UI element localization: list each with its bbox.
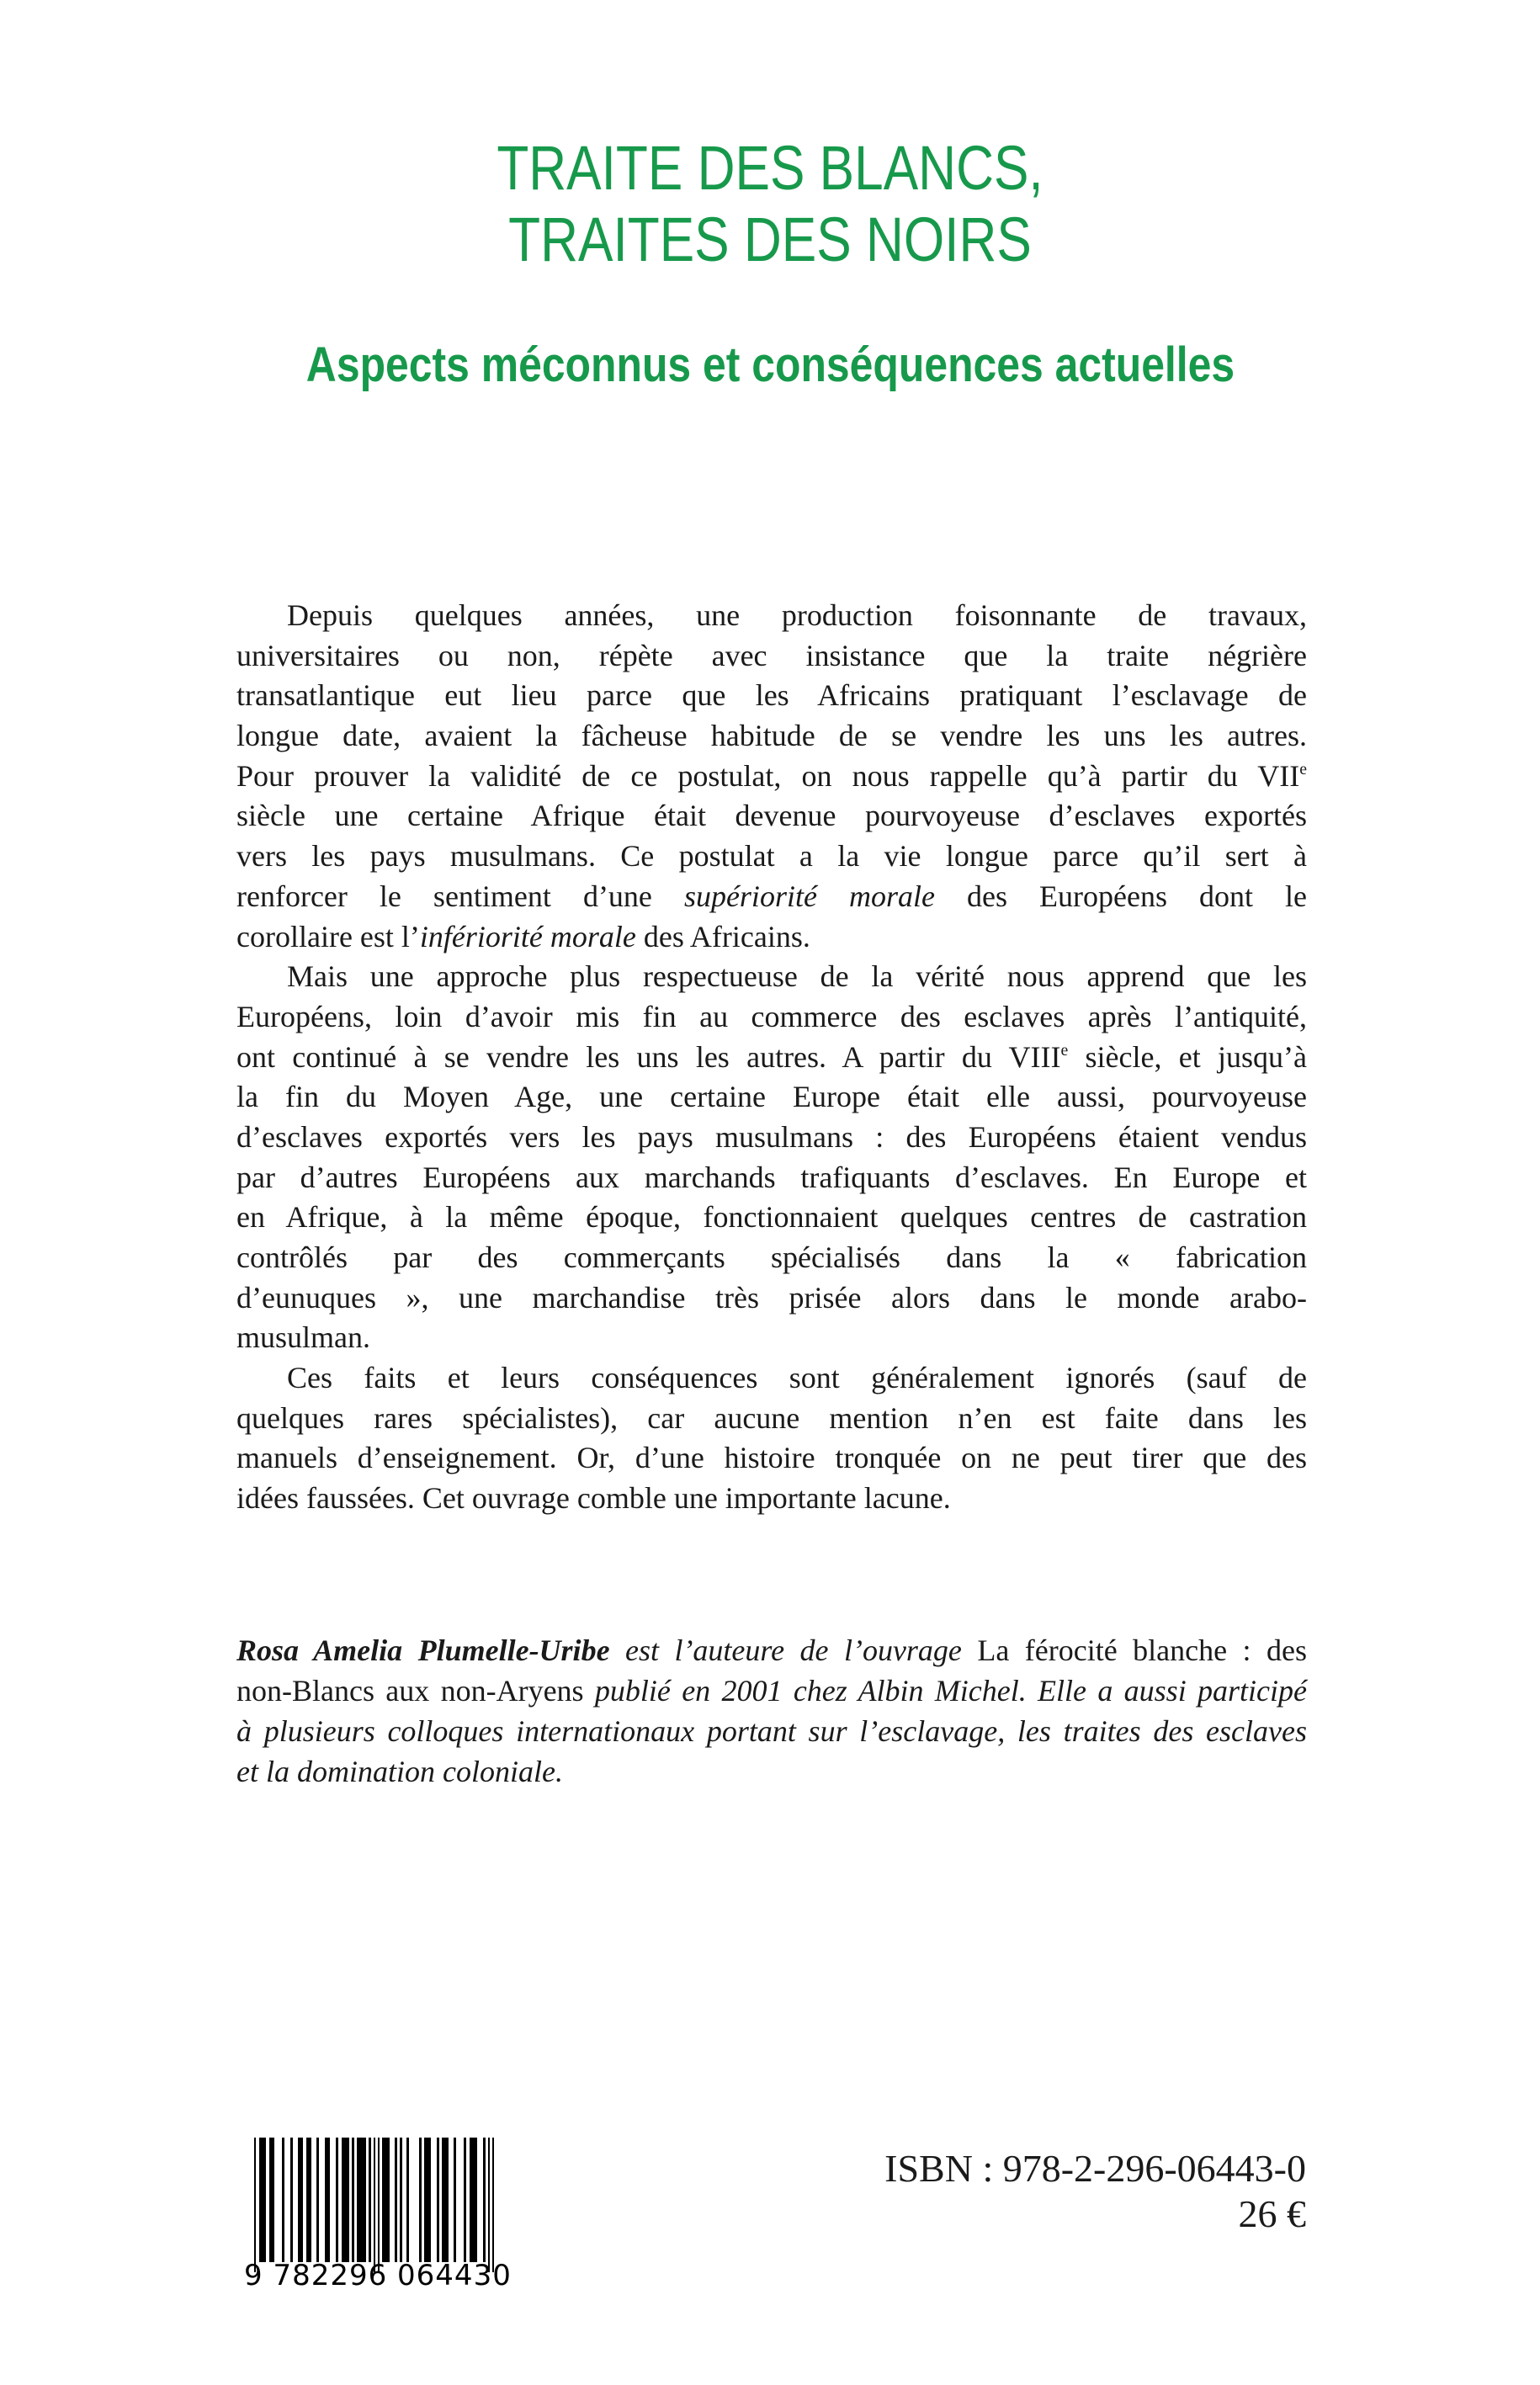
text-line [236,1711,1307,1751]
blurb-paragraph-2 [236,957,1307,1358]
text-segment: Ces faits et leurs conséquences sont généralement ignorés (sauf de [287,1361,1307,1395]
blurb-text [236,596,1307,1519]
text-segment: des Africains. [635,919,810,953]
barcode-bar [259,2138,266,2262]
barcode-bar [492,2138,494,2272]
title-line-2: TRAITES DES NOIRS [508,205,1032,274]
text-line [236,1751,1307,1792]
superscript: e [1299,759,1307,778]
text-segment: contrôlés par des commerçants spécialisés dans la « fabrication [236,1240,1307,1274]
text-segment: Européens, loin d’avoir mis fin au commerce des esclaves après l’antiquité, [236,999,1307,1033]
barcode-bars [250,2138,494,2272]
barcode-space [330,2138,336,2262]
text-segment: corollaire est l’ [236,919,420,953]
text-line [236,716,1307,757]
text-line [236,676,1307,716]
text-segment: vers les pays musulmans. Ce postulat a la vie longue parce qu’il sert à [236,839,1307,874]
text-segment: la fin du Moyen Age, une certaine Europe était elle aussi, pourvoyeuse [236,1080,1307,1114]
isbn-number: ISBN : 978-2-296-06443-0 [884,2147,1306,2190]
text-line [236,1077,1307,1118]
text-line [236,917,1307,958]
italic-text: supériorité morale [683,879,935,913]
text-line [236,1118,1307,1158]
barcode-bar [442,2138,449,2262]
text-segment: universitaires ou non, répète avec insistance que la traite négrière [236,638,1307,672]
book-title [0,132,1540,275]
subtitle-text: Aspects méconnus et conséquences actuelles [305,337,1235,392]
text-segment: des Européens dont le [934,879,1307,913]
barcode-space [409,2138,419,2262]
barcode-space [274,2138,282,2262]
barcode-space [319,2138,325,2262]
text-line [236,1318,1307,1358]
barcode-space [431,2138,437,2262]
price: 26 € [1238,2192,1306,2235]
text-segment: Depuis quelques années, une production foisonnante de travaux, [287,598,1307,632]
barcode-bar [342,2138,349,2262]
text-line [236,1198,1307,1238]
text-line [236,1238,1307,1278]
author-name: Rosa Amelia Plumelle-Uribe [236,1633,610,1667]
text-line [236,997,1307,1038]
superscript: e [1060,1040,1069,1060]
text-segment: siècle, et jusqu’à [1068,1039,1307,1074]
text-segment: d’esclaves exportés vers les pays musulmans : des Européens étaient vendus [236,1119,1307,1154]
italic-text: et la domination coloniale. [236,1755,563,1788]
text-line [236,1038,1307,1078]
text-segment: musulman. [236,1320,370,1355]
text-line [236,1479,1307,1519]
blurb-paragraph-1 [236,596,1307,957]
italic-text: à plusieurs colloques internationaux portant sur l’esclavage, les traites des esclaves [236,1714,1307,1748]
barcode-bar [424,2138,431,2262]
text-line [236,636,1307,677]
text-line [236,1358,1307,1399]
isbn-barcode [244,2134,513,2294]
barcode-bar [470,2138,477,2262]
text-line [236,837,1307,877]
text-segment: transatlantique eut lieu parce que les Africains pratiquant l’esclavage de [236,678,1307,713]
barcode-space [456,2138,464,2262]
text-line [236,1278,1307,1319]
text-line [236,877,1307,917]
blurb-paragraph-3 [236,1358,1307,1519]
barcode-digits: 9 782296 064430 [244,2259,512,2292]
author-bio [236,1630,1307,1792]
barcode-space [477,2138,483,2262]
text-line [236,757,1307,797]
barcode-bar [382,2138,390,2262]
text-segment: Pour prouver la validité de ce postulat, on nous rappelle qu’à partir du VII [236,758,1300,793]
text-segment: La férocité blanche : des [961,1633,1307,1667]
italic-text: infériorité morale [419,919,636,953]
text-segment: par d’autres Européens aux marchands trafiquants d’esclaves. En Europe et [236,1160,1307,1194]
italic-text: est l’auteure de l’ouvrage [609,1633,962,1667]
text-segment: en Afrique, à la même époque, fonctionnaient quelques centres de castration [236,1200,1307,1235]
title-line-1: TRAITE DES BLANCS, [497,133,1043,203]
text-segment: idées faussées. Cet ouvrage comble une importante lacune. [236,1481,951,1516]
text-line [236,1158,1307,1198]
text-line [236,1399,1307,1439]
text-line [236,1630,1307,1671]
text-segment: quelques rares spécialistes), car aucune mention n’en est faite dans les [236,1400,1307,1435]
text-segment: d’eunuques », une marchandise très prisée alors dans le monde arabo- [236,1280,1307,1315]
text-segment: Mais une approche plus respectueuse de la vérité nous apprend que les [287,959,1307,994]
text-line [236,1671,1307,1711]
text-segment: ont continué à se vendre les uns les autres. A partir du VIII [236,1039,1061,1074]
italic-text: publié en 2001 chez Albin Michel. Elle a aussi participé [583,1674,1307,1708]
barcode-space [284,2138,290,2262]
text-line [236,596,1307,636]
text-segment: longue date, avaient la fâcheuse habitude de se vendre les uns les autres. [236,719,1307,753]
text-segment: non-Blancs aux non-Aryens [236,1674,584,1708]
text-line [236,957,1307,997]
text-segment: siècle une certaine Afrique était devenue pourvoyeuse d’esclaves exportés [236,799,1307,833]
text-line [236,796,1307,837]
text-segment: renforcer le sentiment d’une [236,879,684,913]
text-segment: manuels d’enseignement. Or, d’une histoire tronquée on ne peut tirer que des [236,1441,1307,1475]
barcode-bar [357,2138,366,2262]
book-subtitle [0,336,1540,395]
text-line [236,1438,1307,1479]
